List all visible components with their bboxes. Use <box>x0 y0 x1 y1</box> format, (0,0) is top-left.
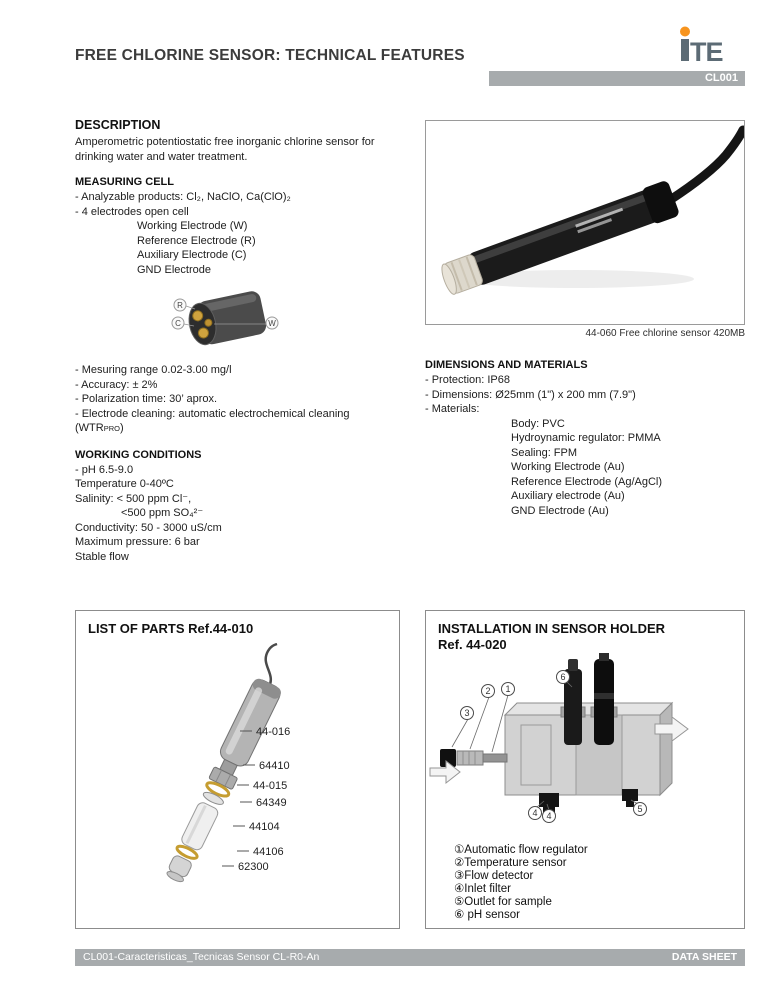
measuring-cell-heading: MEASURING CELL <box>75 176 174 188</box>
material-line: Body: PVC <box>511 417 565 430</box>
condition-line: Salinity: < 500 ppm Cl⁻, <box>75 492 192 505</box>
callout-number: 4 <box>532 808 538 818</box>
installation-legend <box>454 844 588 922</box>
installation-figure <box>426 653 744 849</box>
outlet-part <box>622 789 638 801</box>
description-text: Amperometric potentiostatic free inorganic chlorine sensor for drinking water and water treatment. <box>75 136 375 163</box>
dimension-line: - Materials: <box>425 403 480 415</box>
description-heading: DESCRIPTION <box>75 118 161 132</box>
spec-line: - Polarization time: 30’ aprox. <box>75 393 218 405</box>
footer-left-text: CL001-Caracteristicas_Tecnicas Sensor CL-R0-An <box>83 951 320 963</box>
parts-box <box>75 610 400 929</box>
part-label: 44-016 <box>256 726 291 738</box>
footer-right-text: DATA SHEET <box>671 951 737 963</box>
legend-item: ①Automatic flow regulator <box>454 844 588 856</box>
condition-line: <500 ppm SO₄²⁻ <box>121 507 204 519</box>
material-line: Hydroynamic regulator: PMMA <box>511 432 661 444</box>
part-label: 44-015 <box>253 780 288 792</box>
material-line: Sealing: FPM <box>511 446 578 459</box>
legend-item: ⑤Outlet for sample <box>454 896 552 908</box>
electrode-item: GND Electrode <box>137 263 211 276</box>
material-line: Reference Electrode (Ag/AgCl) <box>511 475 663 488</box>
callout-number: 4 <box>546 811 552 821</box>
part-label: 64349 <box>256 797 287 809</box>
legend-item: ④Inlet filter <box>454 883 511 895</box>
spec-line: - Mesuring range 0.02-3.00 mg/l <box>75 364 232 376</box>
sensor-photo-figure <box>425 120 745 325</box>
spec-line-wtr <box>75 421 415 437</box>
sensor-cable <box>670 130 743 200</box>
callout-number: 6 <box>560 672 566 682</box>
chlorine-sensor-probe <box>594 659 614 745</box>
legend-item: ③Flow detector <box>454 870 534 882</box>
parts-cable <box>266 644 277 687</box>
left-column <box>75 118 415 564</box>
dimension-line: - Protection: IP68 <box>425 374 510 386</box>
electrode-item: Auxiliary Electrode (C) <box>137 249 247 261</box>
holder-top-face <box>505 703 672 715</box>
tip-label-r: R <box>177 301 183 310</box>
doc-code-bar <box>489 71 745 86</box>
doc-code: CL001 <box>704 72 738 84</box>
photo-caption: 44-060 Free chlorine sensor 420MB <box>585 328 745 339</box>
inlet-filter-part <box>539 793 559 807</box>
material-line: Working Electrode (Au) <box>511 461 625 473</box>
right-column <box>425 120 745 518</box>
dimension-line: - Dimensions: Ø25mm (1") x 200 mm (7.9") <box>425 388 636 401</box>
condition-line: Temperature 0-40ºC <box>75 478 174 490</box>
part-label: 64410 <box>259 760 290 772</box>
parts-figure <box>76 643 399 927</box>
electrode-tip-figure <box>170 285 282 353</box>
page-title: FREE CHLORINE SENSOR: TECHNICAL FEATURES <box>75 47 465 64</box>
parts-box-title: LIST OF PARTS Ref.44-010 <box>88 621 254 636</box>
dimensions-heading: DIMENSIONS AND MATERIALS <box>425 359 588 371</box>
sensor-photo-graphic <box>426 121 744 324</box>
analyzable-products-line: - Analyzable products: Cl₂, NaClO, Ca(ClO)₂ <box>75 191 291 203</box>
callout-number: 1 <box>505 684 511 694</box>
footer-bar <box>75 949 745 966</box>
condition-line: Maximum pressure: 6 bar <box>75 536 200 548</box>
electrodes-line: - 4 electrodes open cell <box>75 205 189 218</box>
part-label: 44104 <box>249 821 280 833</box>
callout-number: 3 <box>464 708 470 718</box>
condition-line: - pH 6.5-9.0 <box>75 463 134 476</box>
spec-line: - Electrode cleaning: automatic electrochemical cleaning <box>75 407 350 420</box>
temperature-sensor-part <box>457 751 483 765</box>
installation-box <box>425 610 745 929</box>
part-label: 44106 <box>253 846 284 858</box>
logo-i-stem <box>681 39 689 61</box>
material-line: Auxiliary electrode (Au) <box>511 490 625 502</box>
spec-line: - Accuracy: ± 2% <box>75 378 158 391</box>
specs-section <box>75 363 415 437</box>
electrode-item: Reference Electrode (R) <box>137 234 256 247</box>
condition-line: Stable flow <box>75 550 129 563</box>
material-line: GND Electrode (Au) <box>511 504 609 517</box>
callout-number: 5 <box>637 804 643 814</box>
legend-item: ⑥ pH sensor <box>454 909 520 921</box>
tip-label-c: C <box>175 319 181 328</box>
callout-number: 2 <box>485 686 491 696</box>
electrode-tip-graphic <box>170 285 282 353</box>
part-label: 62300 <box>238 861 269 873</box>
measuring-cell-section <box>75 176 415 277</box>
wtr-suffix: ) <box>119 422 124 434</box>
electrode-item: Working Electrode (W) <box>137 220 248 232</box>
logo-te-text: TE <box>690 37 723 66</box>
holder-side-face <box>660 703 672 795</box>
condition-line: Conductivity: 50 - 3000 uS/cm <box>75 521 222 534</box>
wtr-sub: PRO <box>103 424 120 433</box>
working-conditions-heading: WORKING CONDITIONS <box>75 448 202 461</box>
logo-graphic <box>678 24 726 66</box>
logo-dot-icon <box>680 27 690 37</box>
tip-label-w: W <box>268 319 276 328</box>
installation-box-title: INSTALLATION IN SENSOR HOLDER <box>438 621 666 636</box>
wtr-prefix: (WTR <box>75 422 104 434</box>
working-conditions-section <box>75 449 415 565</box>
dimensions-section <box>425 359 745 518</box>
legend-item: ②Temperature sensor <box>454 857 567 869</box>
installation-box-ref: Ref. 44-020 <box>438 637 507 652</box>
company-logo <box>678 24 726 66</box>
flow-regulator-part <box>483 754 507 762</box>
